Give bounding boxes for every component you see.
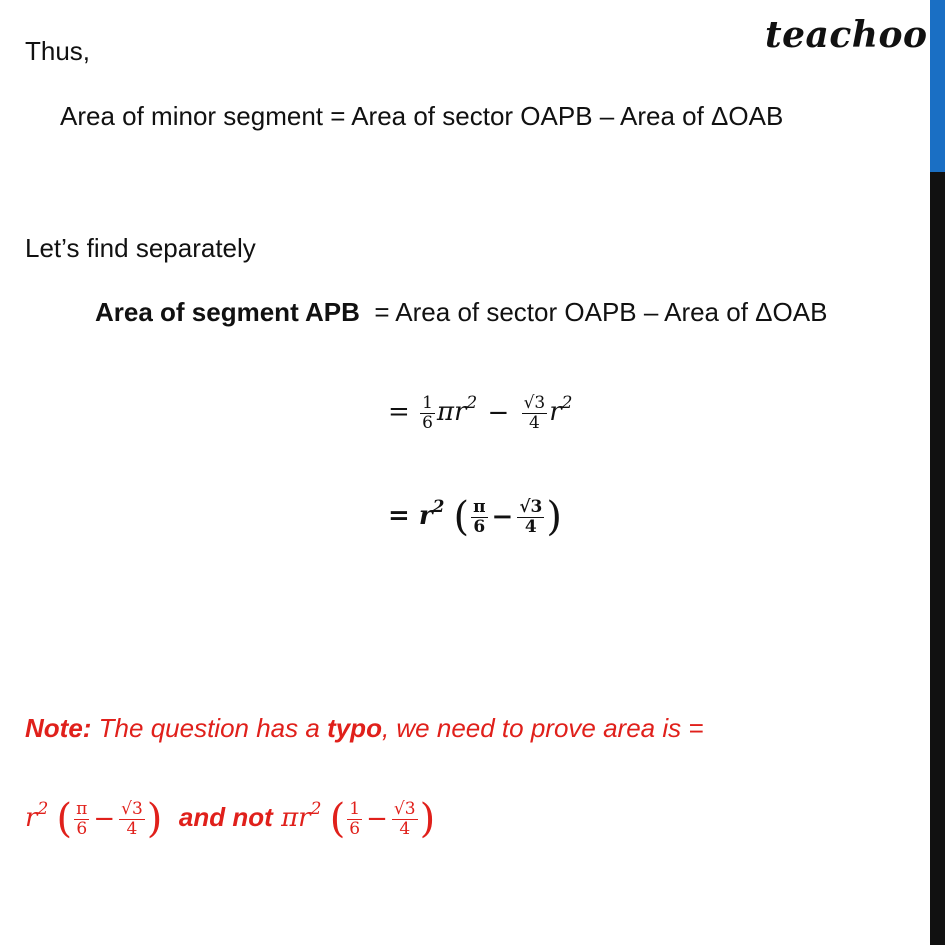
- scrollbar-thumb[interactable]: [930, 0, 945, 172]
- typo-word: typo: [327, 713, 382, 743]
- note-expression-line: [25, 794, 436, 842]
- thus-label: Thus,: [25, 36, 91, 66]
- correct-expression: $r^2$ ( $\frac{\pi}{6}$ − $\frac{√3}{4}$ ): [25, 796, 163, 842]
- fraction-one-sixth: $\frac{1}{6}$: [422, 392, 433, 433]
- segment-rhs: = Area of sector OAPB – Area of ΔOAB: [374, 297, 828, 327]
- math-step-2: = $r^2$ ( $\frac{\pi}{6}$ − $\frac{√3}{4}$ ): [388, 494, 562, 540]
- fraction-sqrt3-over-4: $\frac{√3}{4}$: [523, 392, 546, 433]
- minus-sign: −: [487, 398, 510, 428]
- pi-r-term: πr: [436, 397, 467, 427]
- math-step-1: = $\frac{1}{6}$ $\pi r^2$ − $\frac{√3}{4}$ $r^2$: [388, 392, 573, 433]
- equals-sign: =: [388, 501, 410, 531]
- wrong-expression: $\pi r^2$ ( $\frac{1}{6}$ − $\frac{√3}{4}$ ): [281, 796, 436, 842]
- equals-sign: =: [388, 397, 410, 427]
- r-term: r: [549, 397, 562, 427]
- note-line: Note: The question has a typo, we need to prove area is =: [25, 713, 704, 743]
- note-label: Note:: [25, 713, 92, 743]
- minor-segment-formula: Area of minor segment = Area of sector OAPB – Area of ΔOAB: [60, 101, 784, 131]
- segment-equation-line: [95, 297, 827, 327]
- find-separately-label: Let’s find separately: [25, 233, 256, 263]
- fraction-pi-over-6: $\frac{\pi}{6}$: [473, 496, 486, 537]
- segment-label: Area of segment APB: [95, 297, 360, 327]
- vertical-scrollbar[interactable]: [930, 0, 945, 945]
- and-not-label: and not: [178, 802, 273, 832]
- r-term: r: [418, 501, 433, 531]
- teachoo-logo: teachoo: [765, 14, 928, 56]
- fraction-sqrt3-over-4: $\frac{√3}{4}$: [519, 496, 543, 537]
